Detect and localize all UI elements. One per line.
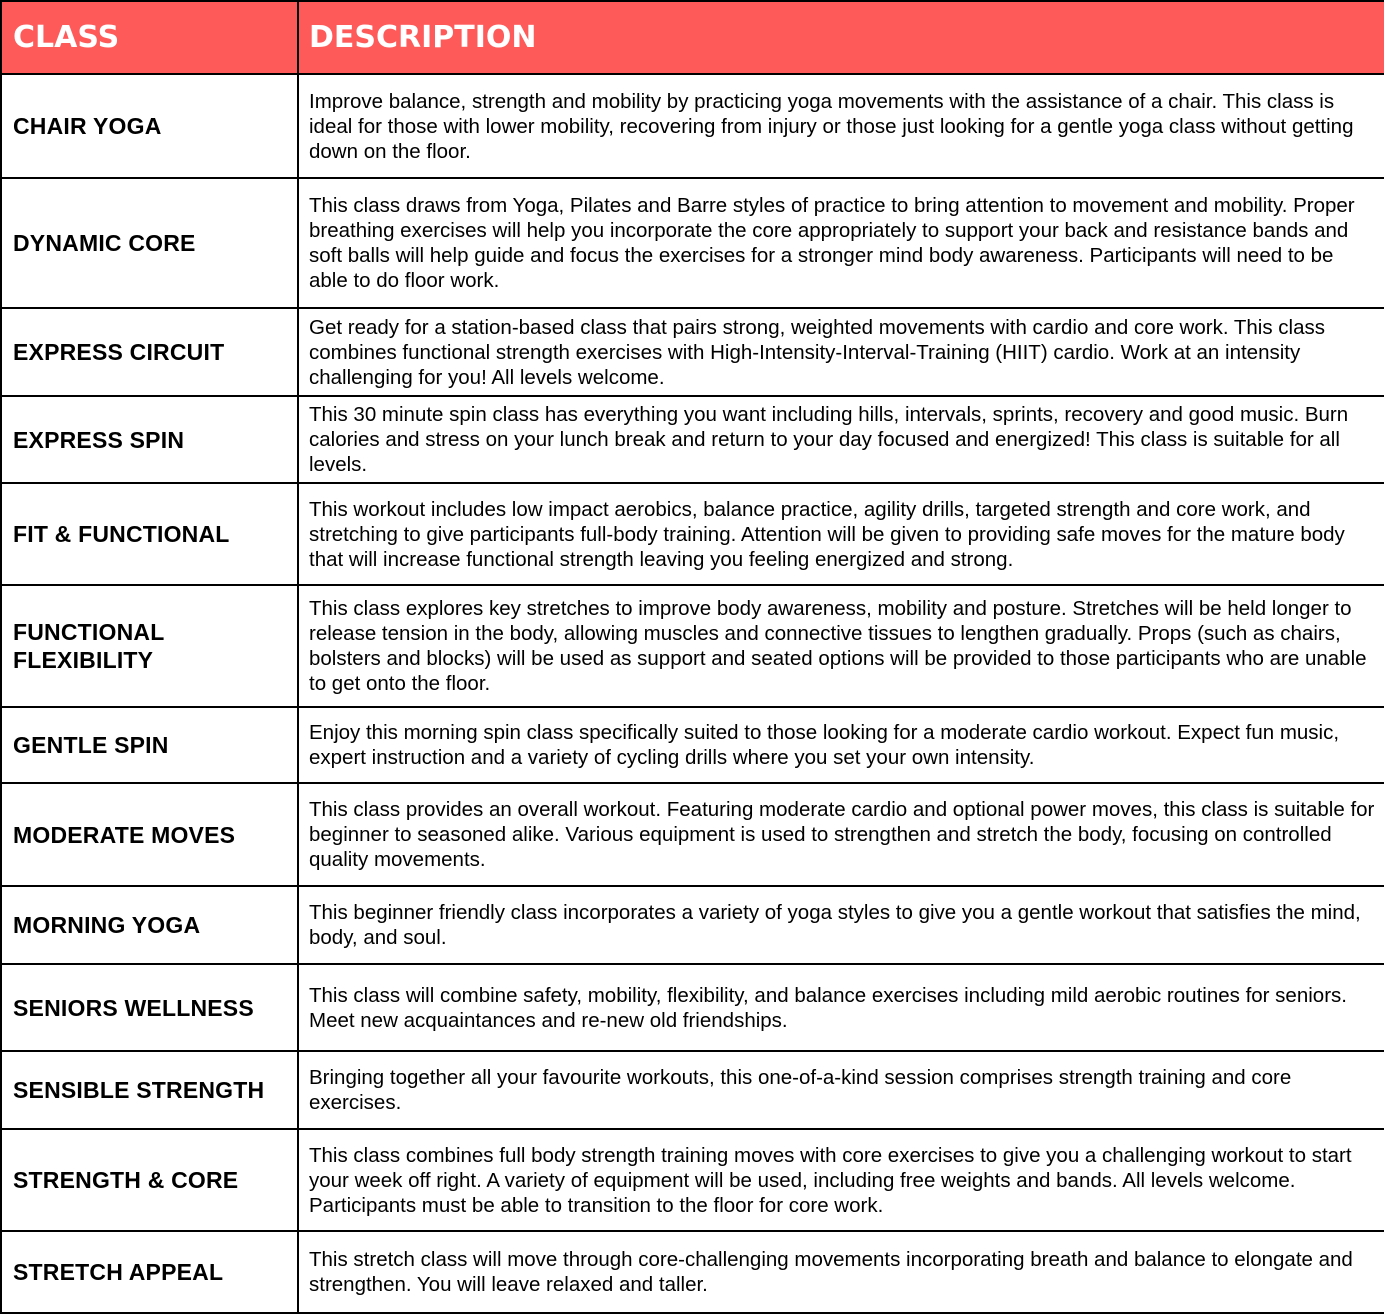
header-row [1, 1, 1384, 74]
class-name: SENIORS WELLNESS [1, 964, 298, 1051]
class-description: This 30 minute spin class has everything you want including hills, intervals, sprints, recovery and good music. Burn calories and stress on your lunch break and return to your day focused and energized! This class is suitable for all levels. [298, 396, 1384, 483]
class-description: This class provides an overall workout. Featuring moderate cardio and optional power moves, this class is suitable for beginner to seasoned alike. Various equipment is used to strengthen and stretch the body, focusing on controlled quality movements. [298, 783, 1384, 886]
class-description: This class explores key stretches to improve body awareness, mobility and posture. Stretches will be held longer to release tension in the body, allowing muscles and connective tissues to lengthen gradually. Props (such as chairs, bolsters and blocks) will be used as support and seated options will be provided to those participants who are unable to get onto the floor. [298, 585, 1384, 707]
table-row [1, 1051, 1384, 1129]
table-body [1, 74, 1384, 1313]
class-name: MODERATE MOVES [1, 783, 298, 886]
class-description: Get ready for a station-based class that pairs strong, weighted movements with cardio and core work. This class combines functional strength exercises with High-Intensity-Interval-Training (HIIT) cardio. Work at an intensity challenging for you! All levels welcome. [298, 308, 1384, 396]
class-name: EXPRESS SPIN [1, 396, 298, 483]
description-column-header: DESCRIPTION [298, 1, 1384, 74]
table-row [1, 783, 1384, 886]
table-row [1, 585, 1384, 707]
class-name: CHAIR YOGA [1, 74, 298, 178]
class-name: MORNING YOGA [1, 886, 298, 964]
class-name: STRENGTH & CORE [1, 1129, 298, 1231]
table-header [1, 1, 1384, 74]
table-row [1, 483, 1384, 585]
table-row [1, 74, 1384, 178]
class-description: This class will combine safety, mobility, flexibility, and balance exercises including mild aerobic routines for seniors. Meet new acquaintances and re-new old friendships. [298, 964, 1384, 1051]
class-description: This class draws from Yoga, Pilates and Barre styles of practice to bring attention to movement and mobility. Proper breathing exercises will help you incorporate the core appropriately to support your back and resistance bands and soft balls will help guide and focus the exercises for a stronger mind body awareness. Participants will need to be able to do floor work. [298, 178, 1384, 308]
table-row [1, 1231, 1384, 1313]
class-name: DYNAMIC CORE [1, 178, 298, 308]
table-row [1, 707, 1384, 783]
class-name: FUNCTIONAL FLEXIBILITY [1, 585, 298, 707]
class-name: EXPRESS CIRCUIT [1, 308, 298, 396]
table-row [1, 886, 1384, 964]
table-row [1, 178, 1384, 308]
class-description: This class combines full body strength training moves with core exercises to give you a challenging workout to start your week off right. A variety of equipment will be used, including free weights and bands. All levels welcome. Participants must be able to transition to the floor for core work. [298, 1129, 1384, 1231]
class-description: Enjoy this morning spin class specifically suited to those looking for a moderate cardio workout. Expect fun music, expert instruction and a variety of cycling drills where you set your own intensity. [298, 707, 1384, 783]
table-row [1, 964, 1384, 1051]
class-description: This stretch class will move through core-challenging movements incorporating breath and balance to elongate and strengthen. You will leave relaxed and taller. [298, 1231, 1384, 1313]
class-description: This beginner friendly class incorporates a variety of yoga styles to give you a gentle workout that satisfies the mind, body, and soul. [298, 886, 1384, 964]
class-description: Improve balance, strength and mobility by practicing yoga movements with the assistance of a chair. This class is ideal for those with lower mobility, recovering from injury or those just looking for a gentle yoga class without getting down on the floor. [298, 74, 1384, 178]
class-name: STRETCH APPEAL [1, 1231, 298, 1313]
class-description: This workout includes low impact aerobics, balance practice, agility drills, targeted strength and core work, and stretching to give participants full-body training. Attention will be given to providing safe moves for the mature body that will increase functional strength leaving you feeling energized and strong. [298, 483, 1384, 585]
table-row [1, 1129, 1384, 1231]
table-row [1, 396, 1384, 483]
class-name: SENSIBLE STRENGTH [1, 1051, 298, 1129]
class-name: FIT & FUNCTIONAL [1, 483, 298, 585]
class-description: Bringing together all your favourite workouts, this one-of-a-kind session comprises strength training and core exercises. [298, 1051, 1384, 1129]
table-row [1, 308, 1384, 396]
class-column-header: CLASS [1, 1, 298, 74]
class-name: GENTLE SPIN [1, 707, 298, 783]
